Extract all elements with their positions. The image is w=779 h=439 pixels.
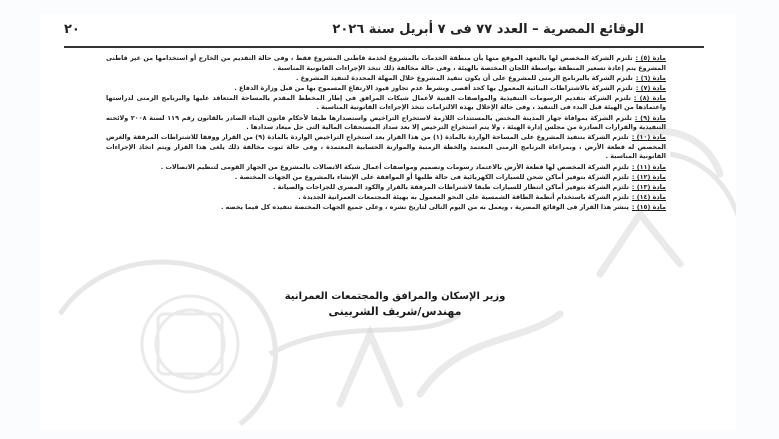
article-label: مادة (١١) : bbox=[631, 162, 666, 171]
article-label: مادة (٨) : bbox=[633, 93, 667, 102]
article-text: تلتزم الشركة باستخدام أنظمة الطاقة الشمسية على النحو المعمول به بهيئة المجتمعات العمرانية الجديدة . bbox=[298, 192, 629, 201]
article-paragraph bbox=[106, 54, 666, 73]
header-rule bbox=[64, 46, 704, 48]
article-label: مادة (١٤) : bbox=[631, 192, 666, 201]
gazette-title: الوقائع المصرية – العدد ٧٧ فى ٧ أبريل سنة ٢٠٢٦ bbox=[332, 22, 644, 37]
article-paragraph bbox=[106, 74, 666, 84]
article-text: تلتزم الشركة المخصص لها بالتعهد الموقع منها بأن منطقة الخدمات بالمشروع لخدمة قاطنى المشروع فقط ، وفى حالة التقديم من الخارج أو استخدامها من غير قاطنى المشروع يتم إعادة تسعير المنطقة بواسطة اللجان المختصة بالهيئة ، وفى حالة مخالفة ذلك تتخذ الإجراءات القانونية المناسبة . bbox=[106, 54, 666, 72]
document-page bbox=[40, 14, 736, 430]
article-text: تلتزم الشركة بموافاة جهاز المدينة المختص بالمستندات اللازمة لاستخراج التراخيص واستصدارها طبقا لأحكام قانون البناء الصادر بالقانون رقم ١١٩ لسنة ٢٠٠٨ ولائحته التنفيذية والقرارات الصادرة من مجلس إدارة الهيئة ، ولا يتم استخراج الترخيص إلا بعد سداد المستحقات المالية التى حل ميعاد سدادها . bbox=[106, 113, 666, 132]
article-text: تلتزم الشركة بتوفير أماكن انتظار للسيارات طبقا لاشتراطات المرفقة بالقرار والكود المصرى للجراجات والصيانة . bbox=[272, 182, 629, 191]
article-label: مادة (١٢) : bbox=[631, 172, 666, 181]
page-number: ٢٠ bbox=[64, 22, 80, 37]
article-label: مادة (١٥) : bbox=[631, 202, 666, 211]
article-text: تلتزم الشركة المخصص لها قطعة الأرض بالاعتماد رسومات وتصميم ومواصفات أعمال شبكة الاتصالات بالمشروع من الجهاز القومى لتنظيم الاتصالات . bbox=[160, 162, 629, 171]
article-paragraph bbox=[106, 133, 666, 162]
article-label: مادة (١٣) : bbox=[631, 182, 666, 191]
article-paragraph bbox=[106, 114, 666, 133]
article-text: تلتزم الشركة بتنفيذ المشروع على المساحة الواردة بالمادة (١) من هذا القرار بعد استخراج التراخيص الواردة بالمادة (٩) من القرار ووفقا للاشتراطات المرفقة والغرض المخصص له قطعة الأرض ، وبمراعاة البرنامج الزمنى المعتمد والخطة الزمنية والموازنة الحسابية المعتمدة ، وفى حالة ثبوت مخالفة ذلك يلغى هذا القرار ويتم اتخاذ الإجراءات القانونية المناسبة . bbox=[106, 133, 666, 161]
signature-block bbox=[270, 290, 520, 320]
article-text: تلتزم الشركة بالبرنامج الزمنى للمشروع على أن يكون تنفيذ المشروع خلال المهلة المحددة لتنفيذ المشروع . bbox=[295, 73, 633, 82]
article-paragraph bbox=[106, 163, 666, 173]
article-label: مادة (٥) : bbox=[635, 54, 667, 62]
article-label: مادة (١٠) : bbox=[631, 133, 667, 142]
article-text: تلتزم الشركة بالاشتراطات البنائية المعمول بها كحد أقصى وبشرط عدم تجاوز قيود الارتفاع المسموح بها من قبل وزارة الدفاع . bbox=[234, 83, 633, 92]
article-text: تلتزم الشركة بتقديم الرسومات التنفيذية والمواصفات الفنية لأعمال شبكات المرافق فى إطار المخطط المقدم بالمساحة المتعاقد عليها والبرنامج الزمنى لدراستها واعتمادها من الهيئة قبل البدء فى التنفيذ ، وفى حالة الإخلال بهذه الالتزامات تتخذ الإجراءات القانونية المناسبة . bbox=[106, 93, 666, 112]
article-paragraph bbox=[106, 84, 666, 94]
article-paragraph bbox=[106, 183, 666, 193]
article-paragraph bbox=[106, 203, 666, 213]
article-paragraph bbox=[106, 173, 666, 183]
article-paragraph bbox=[106, 94, 666, 113]
article-text: تلتزم الشركة بتوفير أماكن شحن للسيارات الكهربائية فى حالة طلبها أو الموافقة على الإنشاء بالمشروع من الجهات المختصة . bbox=[234, 172, 629, 181]
articles-body bbox=[106, 54, 666, 213]
signature-name: مهندس/شريف الشربينى bbox=[328, 305, 462, 318]
signature-title: وزير الإسكان والمرافق والمجتمعات العمرانية bbox=[284, 291, 506, 302]
article-paragraph bbox=[106, 193, 666, 203]
article-label: مادة (٩) : bbox=[634, 113, 666, 122]
article-text: ينشر هذا القرار فى الوقائع المصرية ، ويعمل به من اليوم التالى لتاريخ نشره ، وعلى جميع الجهات المختصة تنفيذه كل فيما يخصه . bbox=[221, 202, 629, 211]
article-label: مادة (٦) : bbox=[635, 73, 666, 82]
article-label: مادة (٧) : bbox=[635, 83, 666, 92]
page-header bbox=[64, 22, 704, 44]
